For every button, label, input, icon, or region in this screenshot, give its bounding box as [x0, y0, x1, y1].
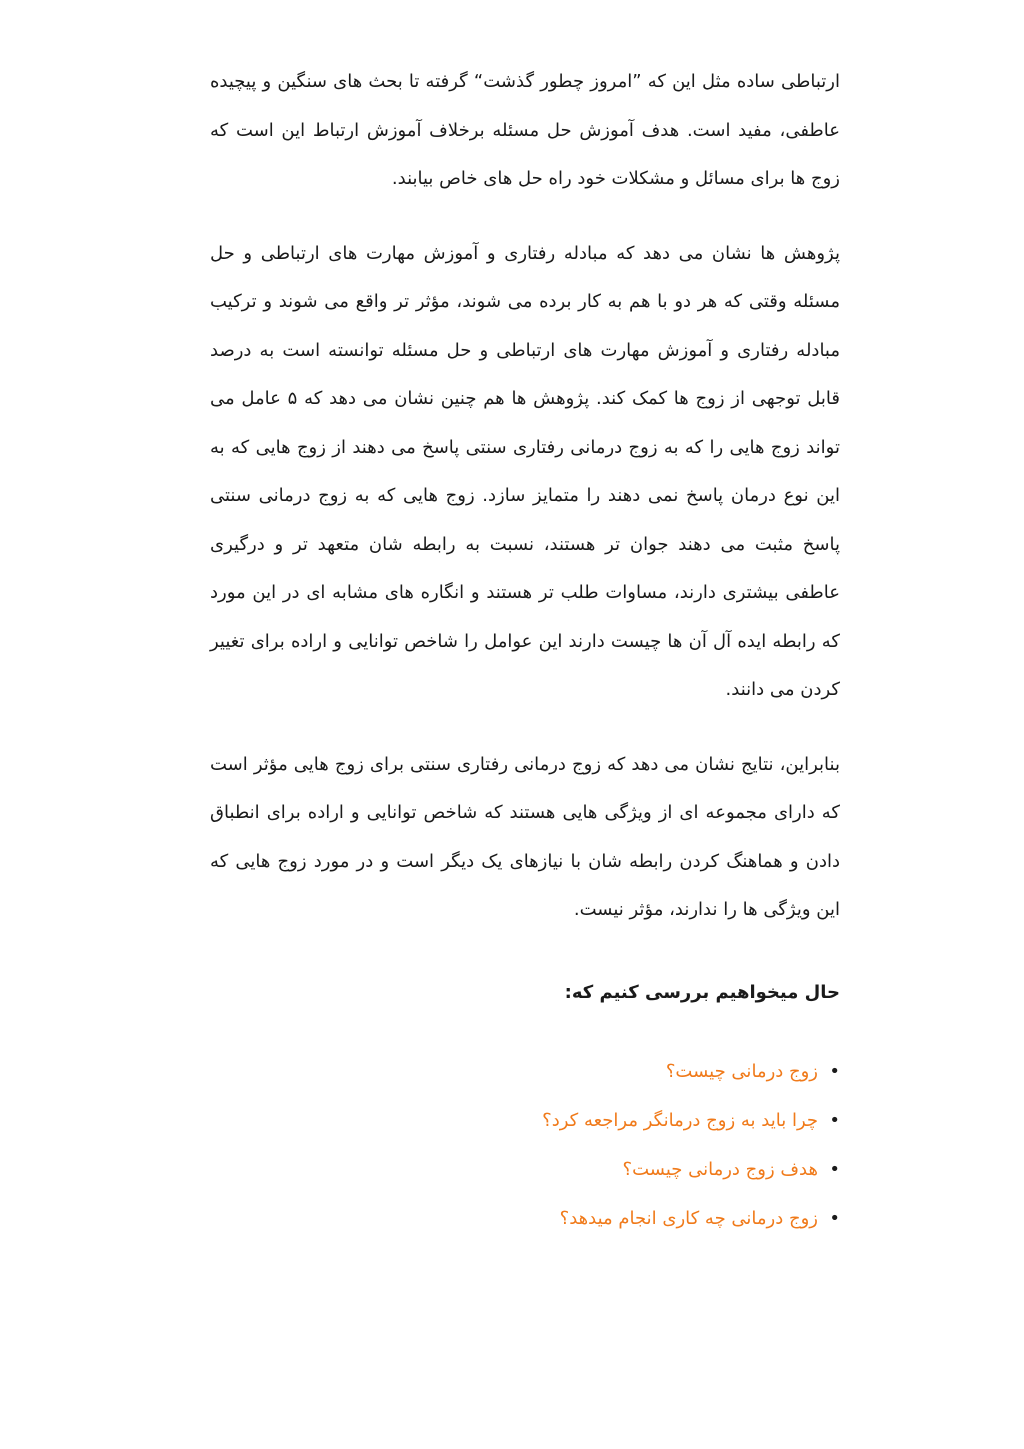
- section-heading: حال میخواهیم بررسی کنیم که:: [564, 981, 840, 1003]
- list-item: [210, 1145, 840, 1194]
- article-body: [210, 58, 840, 1243]
- link-what-couples-therapy-does[interactable]: زوج درمانی چه کاری انجام میدهد؟: [559, 1207, 818, 1229]
- link-goal-of-couples-therapy[interactable]: هدف زوج درمانی چیست؟: [622, 1158, 818, 1180]
- list-item: [210, 1096, 840, 1145]
- link-why-see-couples-therapist[interactable]: چرا باید به زوج درمانگر مراجعه کرد؟: [542, 1109, 818, 1131]
- paragraph-communication-intro: ارتباطی ساده مثل این که ”امروز چطور گذشت“ گرفته تا بحث های سنگین و پیچیده عاطفی، مفید است. هدف آموزش حل مسئله برخلاف آموزش ارتباط این است که زوج ها برای مسائل و مشکلات خود راه حل های خاص بیابند.: [210, 71, 840, 189]
- bullet-icon: •: [829, 1158, 840, 1180]
- topic-link-list: [210, 1047, 840, 1243]
- list-item: [210, 1047, 840, 1096]
- paragraph-research-findings: پژوهش ها نشان می دهد که مبادله رفتاری و آموزش مهارت های ارتباطی و حل مسئله وقتی که هر دو با هم به کار برده می شوند، مؤثر تر واقع می شوند و ترکیب مبادله رفتاری و آموزش مهارت های ارتباطی و حل مسئله توانسته است به درصد قابل توجهی از زوج ها کمک کند. پژوهش ها هم چنین نشان می دهد که ۵ عامل می تواند زوج هایی را که به زوج درمانی رفتاری سنتی پاسخ می دهند از زوج هایی که به این نوع درمان پاسخ نمی دهند را متمایز سازد. زوج هایی که به زوج درمانی سنتی پاسخ مثبت می دهند جوان تر هستند، نسبت به رابطه شان متعهد تر و درگیری عاطفی بیشتری دارند، مساوات طلب تر هستند و انگاره های مشابه ای در این مورد که رابطه ایده آل آن ها چیست دارند این عوامل را شاخص توانایی و اراده برای تغییر کردن می دانند.: [210, 242, 840, 700]
- bullet-icon: •: [829, 1060, 840, 1082]
- bullet-icon: •: [829, 1207, 840, 1229]
- bullet-icon: •: [829, 1109, 840, 1131]
- list-item: [210, 1194, 840, 1243]
- link-what-is-couples-therapy[interactable]: زوج درمانی چیست؟: [665, 1060, 818, 1082]
- paragraph-conclusion: بنابراین، نتایج نشان می دهد که زوج درمانی رفتاری سنتی برای زوج هایی مؤثر است که دارای مجموعه ای از ویژگی هایی هستند که شاخص توانایی و اراده برای انطباق دادن و هماهنگ کردن رابطه شان با نیازهای یک دیگر است و در مورد زوج هایی که این ویژگی ها را ندارند، مؤثر نیست.: [210, 753, 840, 920]
